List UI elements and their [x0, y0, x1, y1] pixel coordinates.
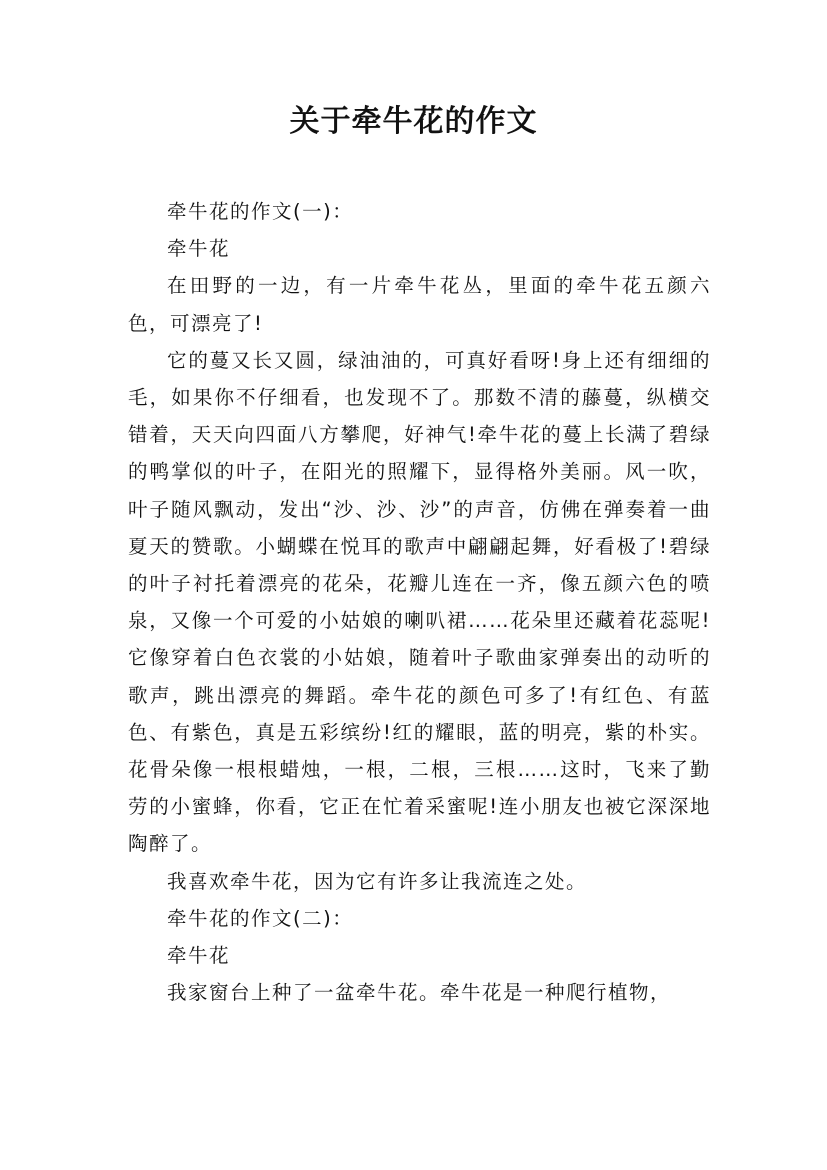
paragraph: 在田野的一边，有一片牵牛花丛，里面的牵牛花五颜六色，可漂亮了!: [128, 274, 711, 335]
document-body: [128, 193, 711, 1011]
document-title: 关于牵牛花的作文: [289, 104, 538, 139]
paragraph-subtitle-2: 牵牛花: [167, 944, 231, 968]
paragraph-heading-1: 牵牛花的作文(一)：: [167, 200, 354, 223]
paragraph: 我家窗台上种了一盆牵牛花。牵牛花是一种爬行植物，: [167, 981, 672, 1005]
paragraph: 它的蔓又长又圆，绿油油的，可真好看呀!身上还有细细的毛，如果你不仔细看，也发现不了。那数不清的藤蔓，纵横交错着，天天向四面八方攀爬，好神气!牵牛花的蔓上长满了碧绿的鸭掌似的叶子，在阳光的照耀下，显得格外美丽。风一吹，叶子随风飘动，发出“沙、沙、沙”的声音，仿佛在弹奏着一曲夏天的赞歌。小蝴蝶在悦耳的歌声中翩翩起舞，好看极了!碧绿的叶子衬托着漂亮的花朵，花瓣儿连在一齐，像五颜六色的喷泉，又像一个可爱的小姑娘的喇叭裙……花朵里还藏着花蕊呢!它像穿着白色衣裳的小姑娘，随着叶子歌曲家弹奏出的动听的歌声，跳出漂亮的舞蹈。牵牛花的颜色可多了!有红色、有蓝色、有紫色，真是五彩缤纷!红的耀眼，蓝的明亮，紫的朴实。花骨朵像一根根蜡烛，一根，二根，三根……这时，飞来了勤劳的小蜜蜂，你看，它正在忙着采蜜呢!连小朋友也被它深深地陶醉了。: [128, 348, 711, 856]
paragraph: 我喜欢牵牛花，因为它有许多让我流连之处。: [167, 869, 588, 893]
paragraph-subtitle-1: 牵牛花: [167, 237, 231, 261]
paragraph-heading-2: 牵牛花的作文(二)：: [167, 906, 354, 930]
